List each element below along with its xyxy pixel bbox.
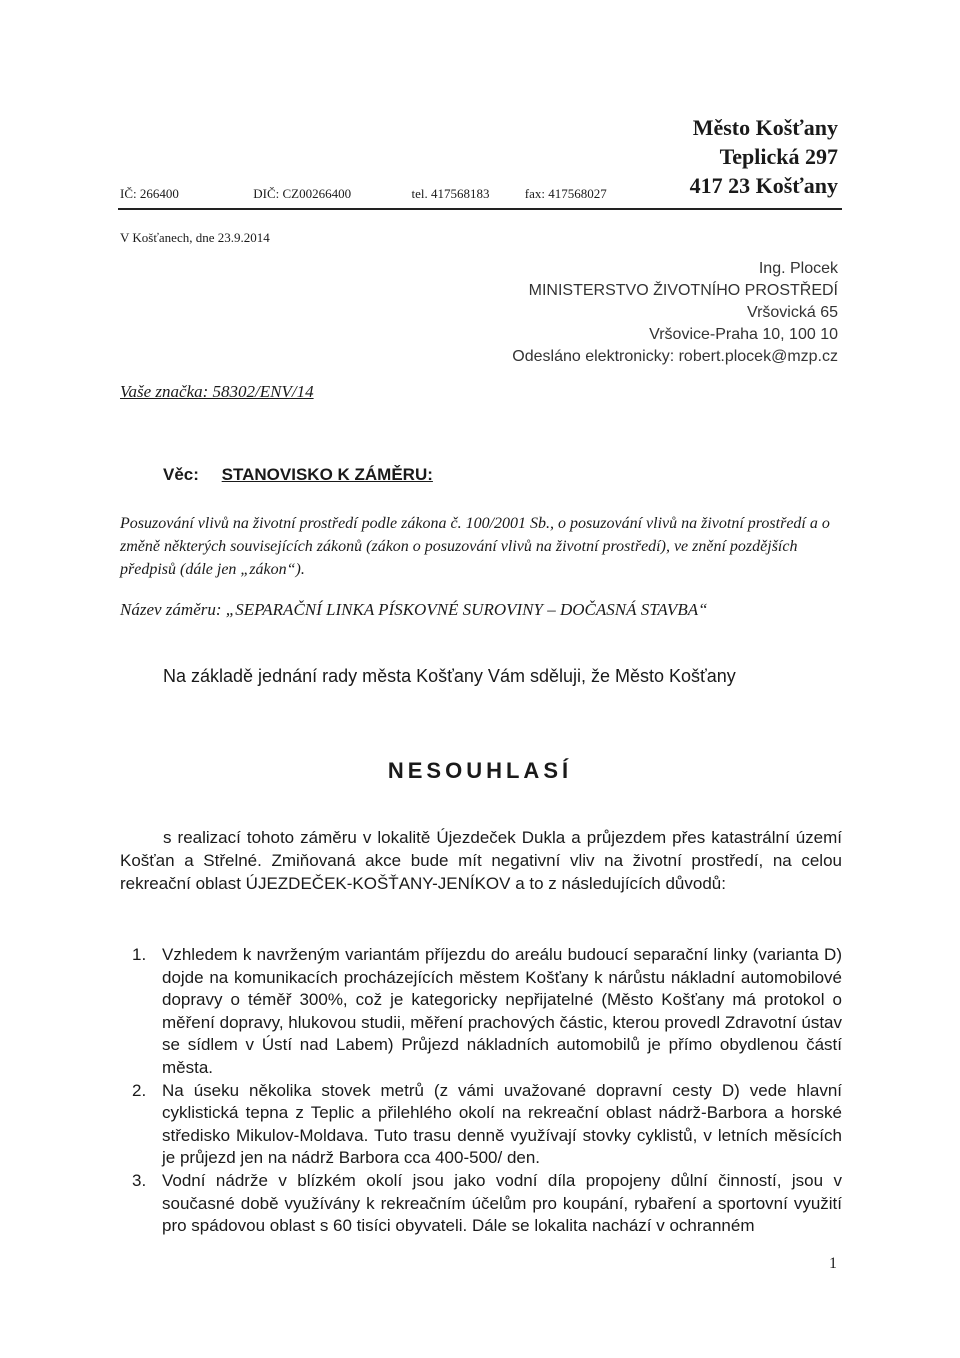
sender-name: Město Košťany (692, 115, 838, 140)
tel: tel. 417568183 (411, 186, 490, 201)
list-item-number: 1. (132, 945, 147, 964)
list-item-number: 2. (132, 1080, 147, 1100)
subject-label: Věc: (163, 465, 199, 484)
date-line: V Košťanech, dne 23.9.2014 (120, 230, 270, 245)
sender-city: 417 23 Košťany (689, 173, 838, 198)
page-number: 1 (829, 1255, 837, 1272)
fax: fax: 417568027 (524, 186, 607, 201)
sender-street: Teplická 297 (719, 144, 838, 169)
list-item (120, 1080, 842, 1170)
list-item (120, 1170, 842, 1238)
subject-line (163, 465, 433, 485)
reference-number: Vaše značka: 58302/ENV/14 (120, 382, 314, 401)
sender-ids (120, 186, 607, 202)
dic: DIČ: CZ00266400 (253, 186, 352, 201)
list-item-number: 3. (132, 1170, 147, 1190)
recipient-street: Vršovická 65 (747, 304, 838, 321)
project-name: Název záměru: „SEPARAČNÍ LINKA PÍSKOVNÉ SUROVINY – DOČASNÁ STAVBA“ (120, 600, 708, 619)
list-item-text: Vzhledem k navrženým variantám příjezdu do areálu budoucí separační linky (varianta D) dojde na komunikacích procházejících městem Košťany k nárůstu nákladní automobilové dopravy o téměř 300%, což je kategoricky nepřijatelné (Město Košťany má protokol o měření dopravy, hlukovou studii, měření prachových částic, kterou provedl Zdravotní ústav se sídlem v Ústí nad Labem) Průjezd nákladních automobilů je přímo obydlenou částí města. (162, 945, 843, 1077)
list-item (120, 944, 842, 1080)
ic: IČ: 266400 (120, 186, 179, 201)
list-item-text: Na úseku několika stovek metrů (z vámi uvažované dopravní cesty D) vede hlavní cyklistická tepna z Teplic a přilehlého okolí na rekreační oblast nádrž-Barbora a horské středisko Mikulov-Moldava. Tuto trasu denně využívají stovky cyklistů, v letních měsících je průjezd jen na nádrž Barbora cca 400-500/ den. (162, 1080, 842, 1168)
recipient-ministry: MINISTERSTVO ŽIVOTNÍHO PROSTŘEDÍ (528, 282, 838, 299)
decision-heading: NESOUHLASÍ (387, 758, 573, 783)
recipient-sent: Odesláno elektronicky: robert.plocek@mzp.cz (512, 348, 838, 365)
body-paragraph (120, 826, 842, 895)
sender-address (690, 113, 838, 200)
subject-title: STANOVISKO K ZÁMĚRU: (221, 465, 433, 484)
body-paragraph-text: s realizací tohoto záměru v lokalitě Újezdeček Dukla a průjezdem přes katastrální území Košťan a Střelné. Zmiňovaná akce bude mít negativní vliv na životní prostředí, na celou rekreační oblast ÚJEZDEČEK-KOŠŤANY-JENÍKOV a to z následujících důvodů: (120, 828, 842, 893)
recipient-name: Ing. Plocek (758, 260, 838, 277)
recipient-city: Vršovice-Praha 10, 100 10 (649, 326, 838, 343)
recipient-address (512, 258, 838, 368)
list-item-text: Vodní nádrže v blízkém okolí jsou jako vodní díla propojeny důlní činností, jsou v současné době využívány k rekreačním účelům pro koupání, rybaření a sportovní využití pro spádovou oblast s 60 tisíci obyvateli. Dále se lokalita nachází v ochranném (162, 1170, 842, 1236)
intro-text: Na základě jednání rady města Košťany Vám sděluji, že Město Košťany (163, 666, 736, 686)
reasons-list (120, 944, 842, 1238)
legal-text: Posuzování vlivů na životní prostředí podle zákona č. 100/2001 Sb., o posuzování vlivů na životní prostředí a o změně některých souvisejících zákonů (zákon o posuzování vlivů na životní prostředí), ve znění pozdějších předpisů (dále jen „zákon“). (120, 515, 830, 578)
header-divider (118, 208, 842, 210)
